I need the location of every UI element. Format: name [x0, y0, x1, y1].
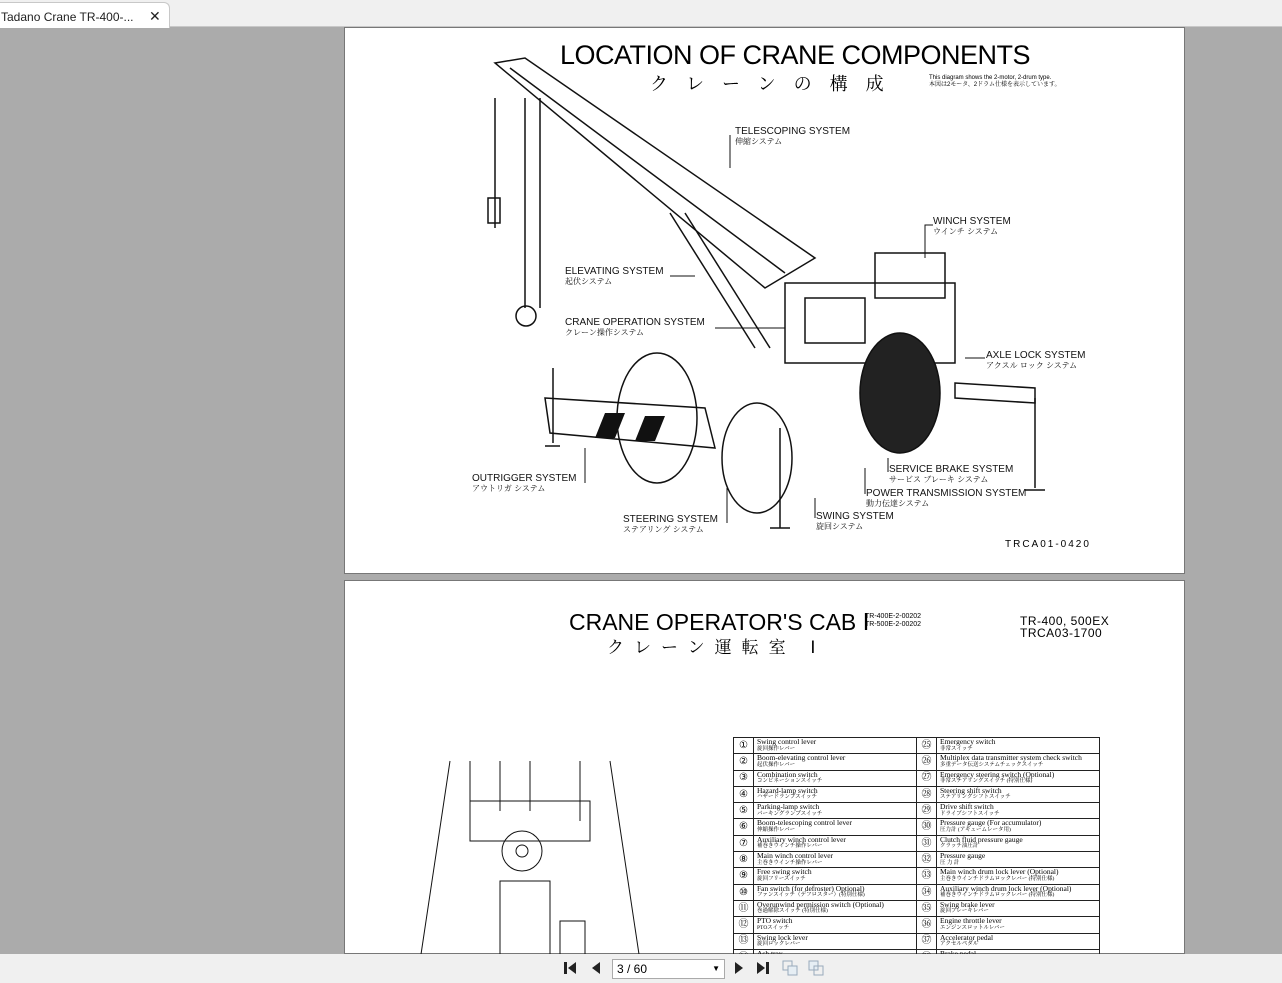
pdf-page-3 [344, 27, 1185, 574]
diagram-note [929, 75, 1061, 89]
previous-view-icon [782, 960, 798, 976]
part-name-en: Combination switch [757, 769, 818, 779]
table-row [734, 917, 1100, 933]
drawing-code: TRCA01-0420 [1005, 539, 1091, 550]
part-name-jp: クラッチ油圧計 [940, 843, 979, 850]
part-name-en: Swing brake lever [940, 899, 995, 909]
part-name-en: Free swing switch [757, 867, 812, 877]
next-view-button[interactable] [808, 960, 824, 976]
part-name-jp: 巻過解除スイッチ (特別仕様) [757, 908, 828, 915]
pdf-page-4 [344, 580, 1185, 954]
part-name-en: Accelerator pedal [940, 932, 994, 942]
last-page-button[interactable] [755, 960, 771, 976]
label-jp: 伸縮システム [735, 137, 783, 146]
table-row [734, 819, 1100, 835]
document-tab[interactable] [0, 2, 170, 28]
part-name-en: Emergency steering switch (Optional) [940, 769, 1055, 779]
part-name-en: Engine throttle lever [940, 916, 1002, 926]
part-name-en: Boom-telescoping control lever [757, 818, 852, 828]
part-name-jp: パーキングランプスイッチ [757, 810, 823, 817]
part-name-en: Swing lock lever [757, 932, 808, 942]
previous-page-icon [591, 962, 601, 974]
part-description [937, 900, 1100, 916]
chevron-down-icon[interactable]: ▼ [712, 964, 720, 973]
part-name-jp: 多重データ伝送システムチェックスイッチ [940, 761, 1044, 768]
part-number: ㉞ [917, 884, 937, 900]
note-jp: 本図は2モータ、2ドラム仕様を表示しています。 [929, 82, 1061, 88]
part-number: ㉗ [917, 770, 937, 786]
part-name-jp: ファンスイッチ（デフロスター）(特別仕様) [757, 892, 865, 899]
part-description [754, 900, 917, 916]
part-number: ㉙ [917, 803, 937, 819]
part-number: ㉘ [917, 786, 937, 802]
label-swing [816, 512, 894, 532]
tab-bar [0, 0, 1282, 27]
part-number: ⑤ [734, 803, 754, 819]
part-name-en: Overunwind permission switch (Optional) [757, 899, 884, 909]
part-number: ⑫ [734, 917, 754, 933]
label-axle-lock [986, 351, 1085, 371]
label-power-transmission [866, 489, 1026, 509]
part-name-jp: 補巻きウインチ操作レバー [757, 843, 823, 850]
table-row [734, 868, 1100, 884]
part-name-en: Main winch control lever [757, 851, 834, 861]
next-view-icon [808, 960, 824, 976]
part-name-jp: アクセルペダル [940, 941, 979, 948]
previous-page-button[interactable] [588, 960, 604, 976]
part-name-en: Pressure gauge (For accumulator) [940, 818, 1042, 828]
note-en: This diagram shows the 2-motor, 2-drum type. [929, 75, 1052, 81]
part-name-en: Hazard-lamp switch [757, 785, 818, 795]
part-name-jp: 旋回ロックレバー [757, 941, 801, 948]
page-navigation-toolbar [0, 954, 1282, 983]
part-name-jp: コンビネーションスイッチ [757, 778, 823, 785]
table-row [734, 738, 1100, 754]
label-jp: ウインチ システム [933, 227, 999, 236]
part-description [754, 835, 917, 851]
part-description [937, 803, 1100, 819]
part-name-en: PTO switch [757, 916, 793, 926]
part-description [754, 786, 917, 802]
table-row [734, 803, 1100, 819]
table-row [734, 835, 1100, 851]
part-number: ㉕ [917, 738, 937, 754]
part-description [937, 819, 1100, 835]
part-number: ① [734, 738, 754, 754]
part-description [754, 803, 917, 819]
serial: TR-400E-2-00202 [865, 613, 922, 620]
part-number: ㉖ [917, 754, 937, 770]
part-name-en: Boom-elevating control lever [757, 753, 846, 763]
part-number: ⑩ [734, 884, 754, 900]
table-row [734, 933, 1100, 949]
part-number: ④ [734, 786, 754, 802]
part-number: ③ [734, 770, 754, 786]
next-page-icon [734, 962, 744, 974]
part-description [937, 868, 1100, 884]
part-name-jp: 非常ステアリングスイッチ (特別仕様) [940, 778, 1033, 785]
label-jp: 動力伝達システム [866, 499, 930, 508]
part-name-jp: エンジンスロットルレバー [940, 924, 1005, 931]
part-description [754, 852, 917, 868]
part-name-en: Auxiliary winch drum lock lever (Optional) [940, 883, 1072, 893]
label-en: TELESCOPING SYSTEM [735, 126, 851, 137]
part-description [937, 884, 1100, 900]
part-description [937, 770, 1100, 786]
part-name-en: Parking-lamp switch [757, 802, 820, 812]
part-description [937, 917, 1100, 933]
part-name-jp: ドライブシフトスイッチ [940, 810, 1000, 817]
model-code [1020, 615, 1109, 639]
part-name-en: Steering shift switch [940, 785, 1002, 795]
page-title-jp: クレーンの構成 [650, 74, 902, 94]
close-tab-icon[interactable]: ✕ [149, 8, 161, 24]
label-jp: 起伏システム [565, 277, 613, 286]
part-name-en: Emergency switch [940, 737, 996, 746]
label-en: CRANE OPERATION SYSTEM [565, 317, 705, 328]
drawing-code: TRCA03-1700 [1020, 626, 1103, 640]
part-number: ⑬ [734, 933, 754, 949]
label-en: WINCH SYSTEM [933, 216, 1011, 227]
part-number: ㉟ [917, 900, 937, 916]
part-description [754, 738, 917, 754]
part-name-en: Multiplex data transmitter system check switch [940, 753, 1082, 763]
part-name-en: Swing control lever [757, 737, 817, 746]
part-number: ㊲ [917, 933, 937, 949]
table-row [734, 852, 1100, 868]
label-en: SWING SYSTEM [816, 511, 894, 522]
label-jp: アウトリガ システム [472, 484, 546, 493]
label-jp: クレーン操作システム [565, 328, 645, 337]
part-name-jp: 主巻きウインチ操作レバー [757, 859, 823, 866]
model: TR-400, 500EX [1020, 614, 1110, 628]
part-name-en: Main winch drum lock lever (Optional) [940, 867, 1059, 877]
part-name-en: Pressure gauge [940, 851, 986, 861]
label-elevating [565, 267, 664, 287]
table-row [734, 900, 1100, 916]
serial-numbers [865, 613, 921, 629]
label-service-brake [889, 465, 1013, 485]
part-number: ㉛ [917, 835, 937, 851]
part-description [937, 754, 1100, 770]
part-name-jp: 圧 力 計 [940, 859, 960, 866]
parts-table [733, 737, 1100, 966]
part-name-jp: PTOスイッチ [757, 924, 790, 931]
page-title: CRANE OPERATOR'S CAB Ⅰ [569, 609, 870, 635]
table-row [734, 770, 1100, 786]
part-description [754, 868, 917, 884]
part-description [937, 738, 1100, 754]
label-en: POWER TRANSMISSION SYSTEM [866, 488, 1027, 499]
part-name-jp: 旋回ブレーキレバー [940, 908, 989, 915]
part-number: ㉝ [917, 868, 937, 884]
label-jp: ステアリング システム [623, 525, 704, 534]
part-name-jp: 圧力計 (アキュームレータ用) [940, 826, 1011, 833]
label-en: STEERING SYSTEM [623, 514, 719, 525]
part-name-en: Auxiliary winch control lever [757, 834, 846, 844]
label-en: OUTRIGGER SYSTEM [472, 473, 577, 484]
part-number: ㉚ [917, 819, 937, 835]
label-steering [623, 515, 718, 535]
part-description [754, 884, 917, 900]
serial: TR-500E-2-00202 [865, 621, 922, 628]
previous-view-button[interactable] [782, 960, 798, 976]
part-description [937, 852, 1100, 868]
label-telescoping [735, 127, 850, 147]
label-jp: 旋回システム [816, 522, 864, 531]
label-winch [933, 217, 1011, 237]
part-name-jp: 非常スイッチ [940, 745, 973, 752]
page-title: LOCATION OF CRANE COMPONENTS [560, 40, 1031, 70]
part-number: ⑨ [734, 868, 754, 884]
label-outrigger [472, 474, 576, 494]
last-page-icon [756, 962, 770, 974]
next-page-button[interactable] [731, 960, 747, 976]
page-number-value: 3 / 60 [617, 962, 648, 976]
part-number: ② [734, 754, 754, 770]
part-name-en: Fan switch (for defroster) Optional) [757, 883, 865, 893]
table-row [734, 884, 1100, 900]
part-name-jp: 主巻きウインチドラムロックレバー (特別仕様) [940, 875, 1055, 882]
table-row [734, 754, 1100, 770]
part-description [754, 770, 917, 786]
label-en: SERVICE BRAKE SYSTEM [889, 464, 1014, 475]
part-name-jp: 補巻きウインチドラムロックレバー (特別仕様) [940, 892, 1055, 899]
part-number: ㉜ [917, 852, 937, 868]
part-description [754, 754, 917, 770]
page-title-jp: クレーン運転室 Ⅰ [607, 638, 826, 657]
table-row [734, 786, 1100, 802]
part-description [754, 819, 917, 835]
part-number: ⑥ [734, 819, 754, 835]
part-number: ⑪ [734, 900, 754, 916]
page-number-input[interactable] [612, 959, 725, 979]
tab-title: Tadano Crane TR-400-... [1, 10, 134, 24]
part-name-jp: 伸縮操作レバー [757, 826, 796, 833]
part-description [754, 917, 917, 933]
part-name-jp: 旋回操作レバー [757, 745, 796, 752]
part-name-en: Clutch fluid pressure gauge [940, 834, 1023, 844]
label-en: ELEVATING SYSTEM [565, 266, 664, 277]
part-name-jp: 旋回フリースイッチ [757, 875, 806, 882]
label-crane-operation [565, 318, 705, 338]
part-description [937, 933, 1100, 949]
part-name-jp: ハザードランプスイッチ [757, 794, 818, 801]
part-number: ⑦ [734, 835, 754, 851]
part-description [754, 933, 917, 949]
part-name-en: Drive shift switch [940, 802, 994, 812]
cab-diagram [410, 741, 650, 961]
label-jp: サービス ブレーキ システム [889, 475, 989, 484]
label-en: AXLE LOCK SYSTEM [986, 350, 1086, 361]
part-name-jp: 起伏操作レバー [757, 761, 796, 768]
part-description [937, 786, 1100, 802]
label-jp: アクスル ロック システム [986, 361, 1078, 370]
first-page-button[interactable] [563, 960, 579, 976]
part-name-jp: ステアリングシフトスイッチ [940, 794, 1011, 801]
part-description [937, 835, 1100, 851]
part-number: ⑧ [734, 852, 754, 868]
part-number: ㊱ [917, 917, 937, 933]
first-page-icon [564, 962, 578, 974]
